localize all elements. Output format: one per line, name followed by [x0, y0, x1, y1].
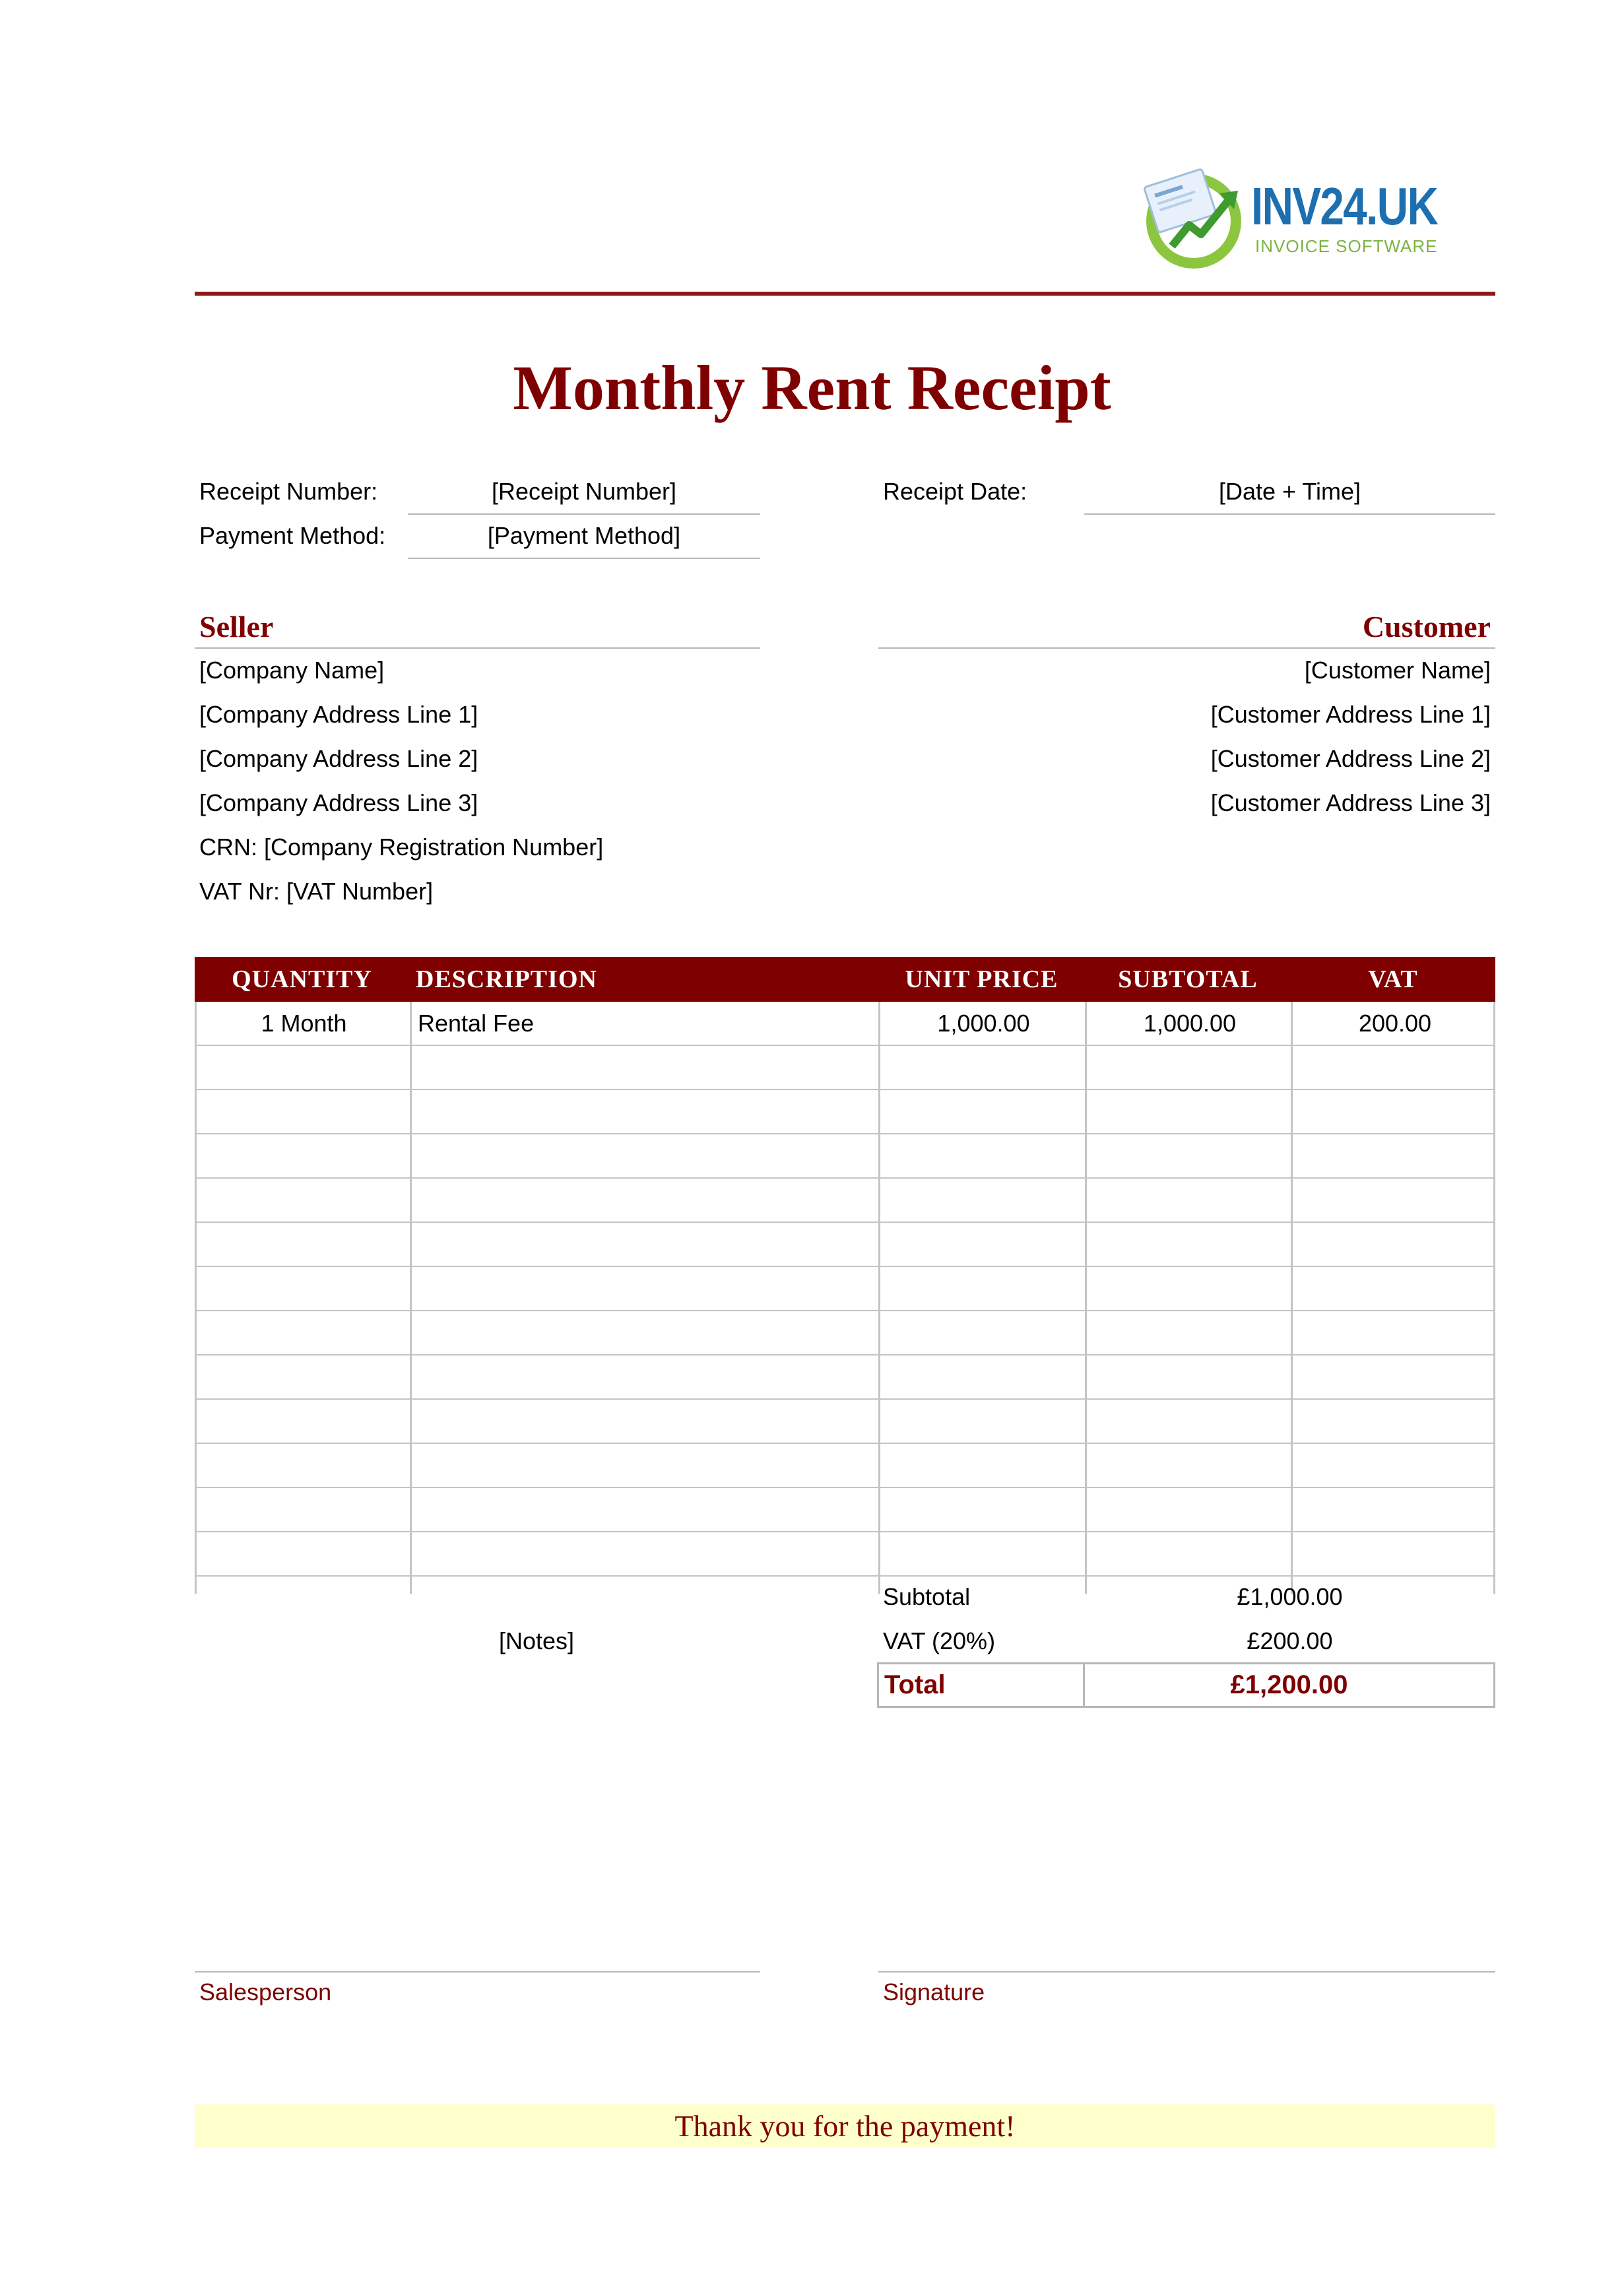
- cell-description: [418, 1488, 880, 1532]
- cell-subtotal: [1087, 1444, 1293, 1488]
- vat-value: £200.00: [1247, 1627, 1333, 1654]
- column-header-quantity: QUANTITY: [232, 965, 372, 993]
- table-row: [197, 1090, 1493, 1134]
- customer-name: [Customer Name]: [1304, 657, 1491, 684]
- salesperson-label: Salesperson: [199, 1978, 332, 2006]
- cell-quantity: [197, 1444, 411, 1488]
- total-value: £1,200.00: [1230, 1670, 1348, 1699]
- cell-subtotal: [1087, 1223, 1293, 1267]
- receipt-number-underline: [408, 513, 760, 515]
- cell-vat: [1293, 1444, 1497, 1488]
- cell-vat: [1293, 1090, 1497, 1134]
- cell-unit-price: [880, 1532, 1087, 1577]
- cell-subtotal: [1087, 1311, 1293, 1355]
- signature-label: Signature: [883, 1978, 985, 2006]
- table-row: [197, 1400, 1493, 1444]
- payment-method-underline: [408, 558, 760, 559]
- cell-unit-price: [880, 1488, 1087, 1532]
- cell-quantity: [197, 1134, 411, 1179]
- table-row: [197, 1267, 1493, 1311]
- cell-vat: 200.00: [1358, 1010, 1432, 1037]
- page-title: Monthly Rent Receipt: [513, 352, 1111, 423]
- signature-line: [878, 1971, 1495, 1973]
- thank-you-banner: Thank you for the payment!: [195, 2105, 1495, 2148]
- cell-unit-price: [880, 1400, 1087, 1444]
- cell-description: [418, 1400, 880, 1444]
- column-header-subtotal: SUBTOTAL: [1118, 965, 1258, 993]
- cell-quantity: 1 Month: [261, 1010, 347, 1037]
- cell-vat: [1293, 1179, 1497, 1223]
- table-row: [197, 1223, 1493, 1267]
- cell-subtotal: [1087, 1488, 1293, 1532]
- logo-brand: INV24.UK: [1251, 177, 1438, 236]
- subtotal-label: Subtotal: [883, 1583, 971, 1610]
- seller-crn: CRN: [Company Registration Number]: [199, 833, 604, 861]
- cell-subtotal: [1087, 1267, 1293, 1311]
- receipt-date-value: [Date + Time]: [1218, 478, 1361, 505]
- seller-address-line: [Company Address Line 3]: [199, 789, 478, 816]
- cell-quantity: [197, 1267, 411, 1311]
- seller-address-line: [Company Address Line 2]: [199, 745, 478, 772]
- cell-vat: [1293, 1311, 1497, 1355]
- customer-address-line: [Customer Address Line 3]: [1210, 789, 1491, 816]
- cell-vat: [1293, 1267, 1497, 1311]
- seller-heading: Seller: [199, 610, 274, 643]
- customer-underline: [878, 647, 1495, 649]
- receipt-number-label: Receipt Number:: [199, 478, 378, 505]
- subtotal-value: £1,000.00: [1237, 1583, 1343, 1610]
- header-rule: [195, 292, 1495, 296]
- cell-vat: [1293, 1134, 1497, 1179]
- cell-description: [418, 1311, 880, 1355]
- customer-block: [878, 654, 1491, 831]
- cell-unit-price: [880, 1355, 1087, 1400]
- table-row: [197, 1488, 1493, 1532]
- cell-unit-price: [880, 1444, 1087, 1488]
- payment-method-value: [Payment Method]: [487, 522, 681, 549]
- cell-subtotal: [1087, 1134, 1293, 1179]
- cell-vat: [1293, 1223, 1497, 1267]
- items-table-header: [195, 957, 1495, 1002]
- column-divider: [1085, 1002, 1087, 1594]
- cell-unit-price: [880, 1267, 1087, 1311]
- cell-quantity: [197, 1223, 411, 1267]
- cell-unit-price: [880, 1046, 1087, 1090]
- column-header-vat: VAT: [1368, 965, 1418, 993]
- salesperson-line: [195, 1971, 760, 1973]
- receipt-number-value: [Receipt Number]: [491, 478, 677, 505]
- cell-quantity: [197, 1311, 411, 1355]
- table-row: [197, 1179, 1493, 1223]
- table-row: [197, 1532, 1493, 1577]
- column-header-description: DESCRIPTION: [416, 965, 597, 993]
- cell-unit-price: [880, 1311, 1087, 1355]
- cell-vat: [1293, 1488, 1497, 1532]
- cell-description: [418, 1355, 880, 1400]
- vat-label: VAT (20%): [883, 1627, 996, 1654]
- cell-description: [418, 1090, 880, 1134]
- cell-subtotal: [1087, 1400, 1293, 1444]
- cell-description: [418, 1046, 880, 1090]
- payment-method-label: Payment Method:: [199, 522, 386, 549]
- cell-vat: [1293, 1532, 1497, 1577]
- table-row: [197, 1355, 1493, 1400]
- cell-subtotal: [1087, 1532, 1293, 1577]
- table-row: [197, 1134, 1493, 1179]
- cell-description: [418, 1267, 880, 1311]
- seller-block: [199, 654, 603, 919]
- seller-underline: [195, 647, 760, 649]
- cell-description: [418, 1444, 880, 1488]
- cell-subtotal: [1087, 1179, 1293, 1223]
- table-row: [197, 1444, 1493, 1488]
- invoice-chart-icon: [1138, 162, 1250, 274]
- column-divider: [1291, 1002, 1293, 1594]
- total-box: [877, 1662, 1495, 1708]
- column-header-unit-price: UNIT PRICE: [905, 965, 1058, 993]
- customer-address-line: [Customer Address Line 1]: [1210, 701, 1491, 728]
- seller-vat-number: VAT Nr: [VAT Number]: [199, 878, 434, 905]
- receipt-date-label: Receipt Date:: [883, 478, 1027, 505]
- cell-subtotal: 1,000.00: [1143, 1010, 1237, 1037]
- cell-quantity: [197, 1400, 411, 1444]
- column-divider: [878, 1002, 880, 1594]
- customer-address-line: [Customer Address Line 2]: [1210, 745, 1491, 772]
- seller-address-line: [Company Address Line 1]: [199, 701, 478, 728]
- receipt-date-underline: [1084, 513, 1495, 515]
- total-label: Total: [884, 1670, 946, 1699]
- cell-unit-price: [880, 1179, 1087, 1223]
- cell-description: [418, 1134, 880, 1179]
- table-row: [197, 1002, 1493, 1046]
- cell-description: [418, 1179, 880, 1223]
- logo-tagline: INVOICE SOFTWARE: [1255, 236, 1438, 256]
- cell-quantity: [197, 1488, 411, 1532]
- cell-quantity: [197, 1090, 411, 1134]
- customer-heading: Customer: [1362, 610, 1491, 643]
- cell-quantity: [197, 1355, 411, 1400]
- cell-subtotal: [1087, 1090, 1293, 1134]
- column-divider: [410, 1002, 412, 1594]
- cell-unit-price: 1,000.00: [937, 1010, 1030, 1037]
- seller-company-name: [Company Name]: [199, 657, 385, 684]
- cell-subtotal: [1087, 1355, 1293, 1400]
- cell-quantity: [197, 1046, 411, 1090]
- cell-vat: [1293, 1046, 1497, 1090]
- cell-vat: [1293, 1355, 1497, 1400]
- items-table-body: [195, 1002, 1495, 1594]
- cell-vat: [1293, 1400, 1497, 1444]
- cell-unit-price: [880, 1223, 1087, 1267]
- cell-description: [418, 1223, 880, 1267]
- cell-unit-price: [880, 1090, 1087, 1134]
- cell-quantity: [197, 1532, 411, 1577]
- cell-subtotal: [1087, 1046, 1293, 1090]
- cell-quantity: [197, 1179, 411, 1223]
- cell-unit-price: [880, 1134, 1087, 1179]
- table-row: [197, 1046, 1493, 1090]
- cell-description: [418, 1532, 880, 1577]
- cell-description: Rental Fee: [418, 1010, 535, 1037]
- notes: [Notes]: [498, 1627, 575, 1654]
- table-row: [197, 1311, 1493, 1355]
